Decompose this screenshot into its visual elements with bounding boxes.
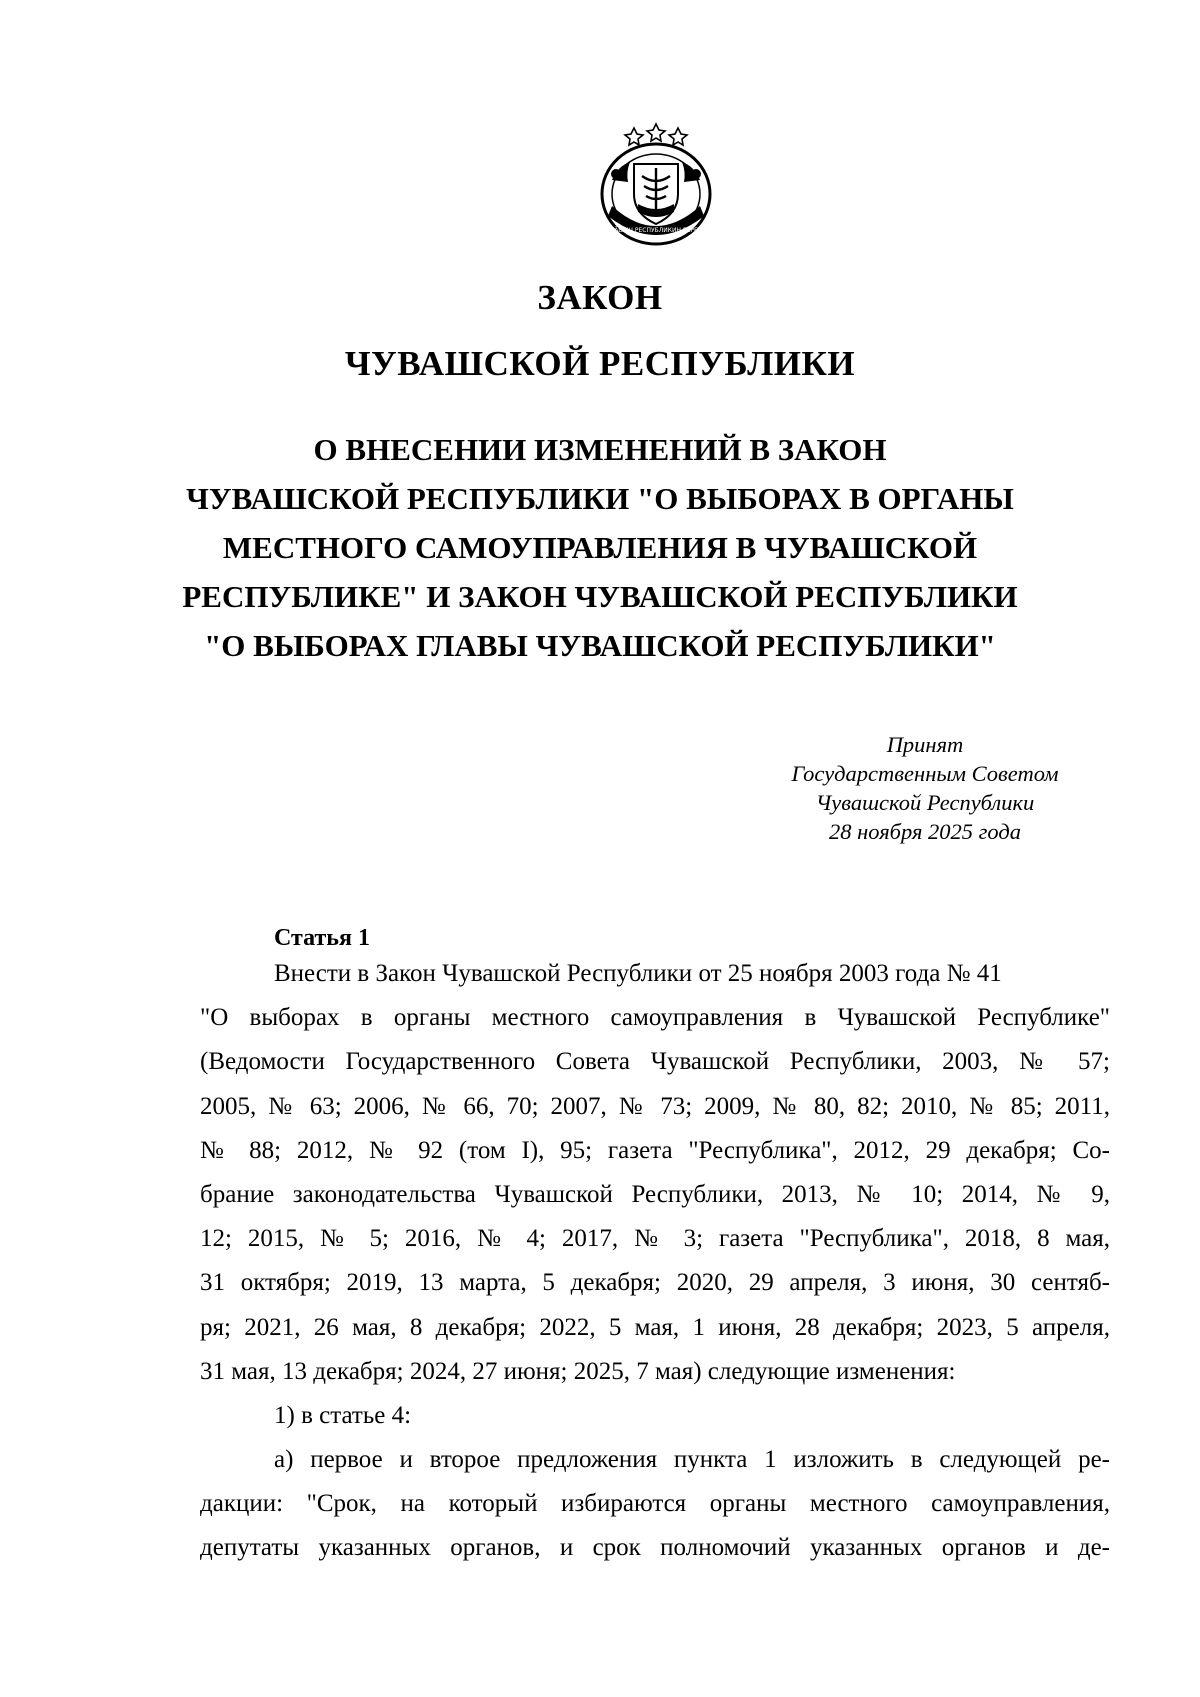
- text-line: а) первое и второе предложения пункта 1 изложить в следующей ре-: [274, 1446, 1110, 1474]
- text-line: 31 мая, 13 декабря; 2024, 27 июня; 2025, 7 мая) следующие изменения:: [200, 1357, 956, 1385]
- subject-line: "О ВЫБОРАХ ГЛАВЫ ЧУВАШСКОЙ РЕСПУБЛИКИ": [204, 628, 996, 663]
- article-heading: Статья 1: [274, 925, 370, 951]
- subject-line: ЧУВАШСКОЙ РЕСПУБЛИКИ "О ВЫБОРАХ В ОРГАНЫ: [186, 481, 1014, 516]
- adoption-line: Принят: [886, 732, 964, 757]
- adoption-line: Чувашской Республики: [815, 790, 1035, 815]
- coat-of-arms-icon: [598, 120, 714, 246]
- text-line: 31 октября; 2019, 13 марта, 5 декабря; 2020, 29 апреля, 3 июня, 30 сентяб-: [200, 1269, 1110, 1297]
- article-body: [200, 952, 1110, 1571]
- text-line: 2005, № 63; 2006, № 66, 70; 2007, № 73; 2009, № 80, 82; 2010, № 85; 2011,: [200, 1092, 1110, 1120]
- adoption-line: Государственным Советом: [791, 761, 1059, 786]
- text-line: (Ведомости Государственного Совета Чувашской Республики, 2003, № 57;: [200, 1048, 1110, 1076]
- adoption-line: 28 ноября 2025 года: [828, 819, 1022, 844]
- subject-line: РЕСПУБЛИКЕ" И ЗАКОН ЧУВАШСКОЙ РЕСПУБЛИКИ: [182, 579, 1018, 614]
- text-line: 12; 2015, № 5; 2016, № 4; 2017, № 3; газета "Республика", 2018, 8 мая,: [200, 1225, 1110, 1253]
- law-title: ЗАКОН: [537, 278, 663, 317]
- law-republic-title: ЧУВАШСКОЙ РЕСПУБЛИКИ: [344, 344, 856, 383]
- text-line: Внести в Закон Чувашской Республики от 25 ноября 2003 года № 41: [274, 960, 1002, 987]
- law-subject: [150, 425, 1050, 670]
- text-line: № 88; 2012, № 92 (том I), 95; газета "Республика", 2012, 29 декабря; Со-: [200, 1136, 1110, 1164]
- subject-line: МЕСТНОГО САМОУПРАВЛЕНИЯ В ЧУВАШСКОЙ: [222, 530, 978, 565]
- text-line: ря; 2021, 26 мая, 8 декабря; 2022, 5 мая, 1 июня, 28 декабря; 2023, 5 апреля,: [200, 1313, 1110, 1341]
- subject-line: О ВНЕСЕНИИ ИЗМЕНЕНИЙ В ЗАКОН: [313, 432, 887, 467]
- text-line: 1) в статье 4:: [274, 1401, 412, 1429]
- adoption-note: [700, 730, 1150, 846]
- text-line: дакции: "Срок, на который избираются органы местного самоуправления,: [200, 1490, 1110, 1518]
- text-line: депутаты указанных органов, и срок полномочий указанных органов и де-: [200, 1534, 1110, 1562]
- text-line: "О выборах в органы местного самоуправления в Чувашской Республике": [200, 1004, 1110, 1032]
- svg-text:ЧĂВАШ РЕСПУБЛИКИН ГЕРБЕ: ЧĂВАШ РЕСПУБЛИКИН ГЕРБЕ: [610, 227, 702, 234]
- text-line: брание законодательства Чувашской Республики, 2013, № 10; 2014, № 9,: [200, 1180, 1110, 1208]
